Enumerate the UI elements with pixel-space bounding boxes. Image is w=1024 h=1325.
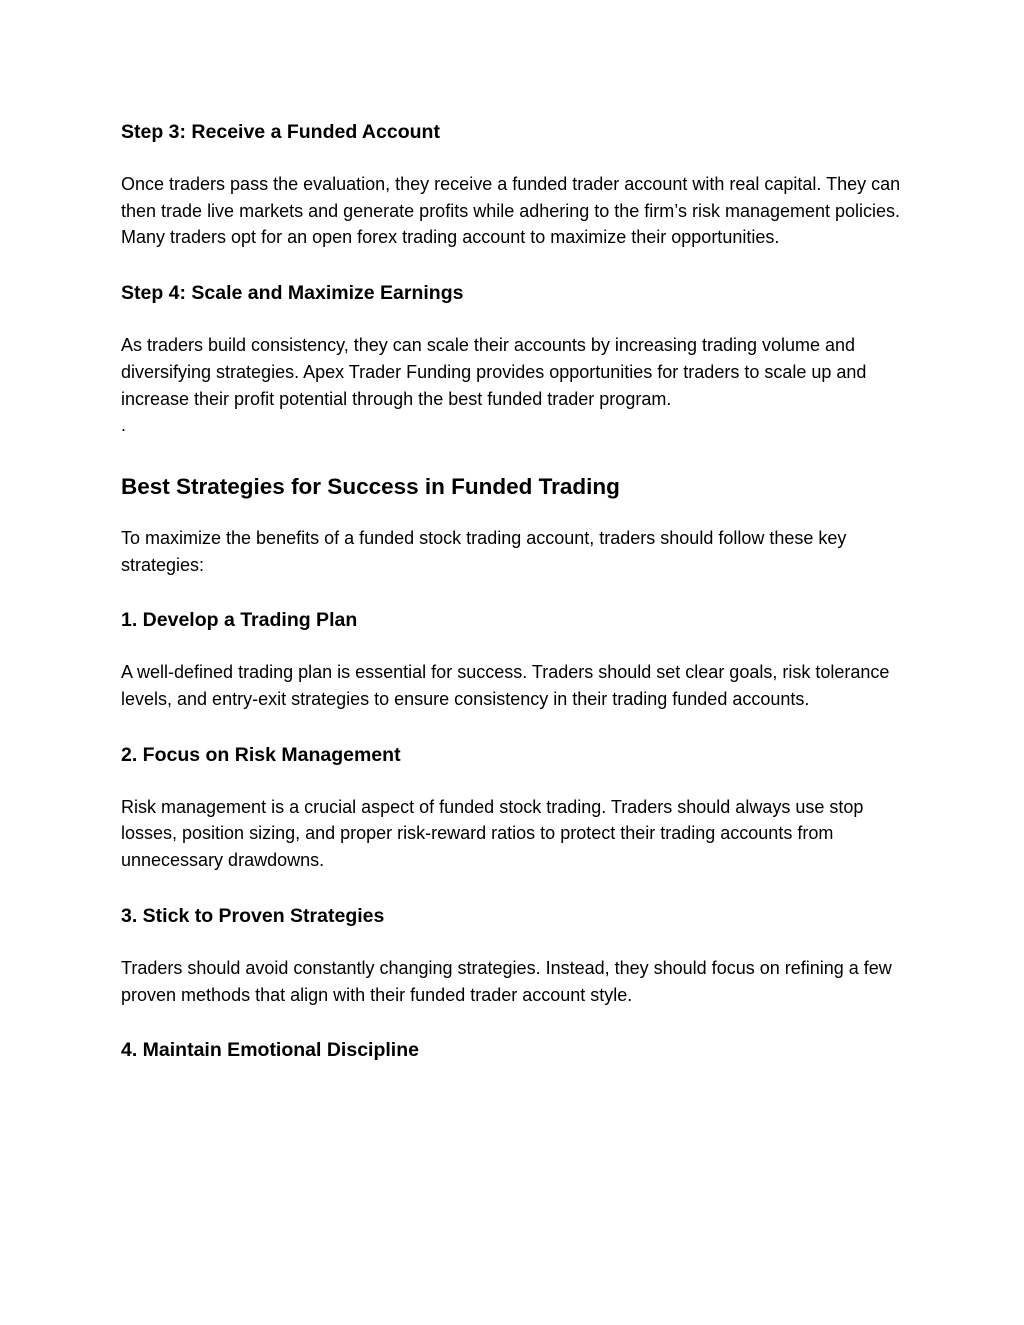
intro-paragraph: To maximize the benefits of a funded stock trading account, traders should follow these key strategies: <box>121 527 847 575</box>
document-content <box>121 117 921 1066</box>
step-4-paragraph: As traders build consistency, they can scale their accounts by increasing trading volume and diversifying strategies. Apex Trader Funding provides opportunities for traders to scale up and increase their profit potential through the best funded trader program. <box>121 335 867 409</box>
strategy-1-paragraph: A well-defined trading plan is essential for success. Traders should set clear goals, risk tolerance levels, and entry-exit strategies to ensure consistency in their trading funded accounts. <box>121 662 890 710</box>
main-section-heading: Best Strategies for Success in Funded Trading <box>121 473 620 499</box>
strategy-3-heading: 3. Stick to Proven Strategies <box>121 904 385 927</box>
strategy-3-paragraph: Traders should avoid constantly changing strategies. Instead, they should focus on refining a few proven methods that align with their funded trader account style. <box>121 957 892 1005</box>
trailing-dot: . <box>121 415 127 436</box>
step-3-paragraph: Once traders pass the evaluation, they receive a funded trader account with real capital. They can then trade live markets and generate profits while adhering to the firm’s risk management policies. Many traders opt for an open forex trading account to maximize their opportunities. <box>121 174 901 248</box>
step-3-heading: Step 3: Receive a Funded Account <box>121 121 440 143</box>
strategy-2-paragraph: Risk management is a crucial aspect of funded stock trading. Traders should always use stop losses, position sizing, and proper risk-reward ratios to protect their trading accounts from unnecessary drawdowns. <box>121 796 864 871</box>
strategy-2-heading: 2. Focus on Risk Management <box>121 743 401 766</box>
step-4-heading: Step 4: Scale and Maximize Earnings <box>121 282 464 305</box>
strategy-1-heading: 1. Develop a Trading Plan <box>121 609 358 632</box>
strategy-4-heading: 4. Maintain Emotional Discipline <box>121 1039 419 1062</box>
